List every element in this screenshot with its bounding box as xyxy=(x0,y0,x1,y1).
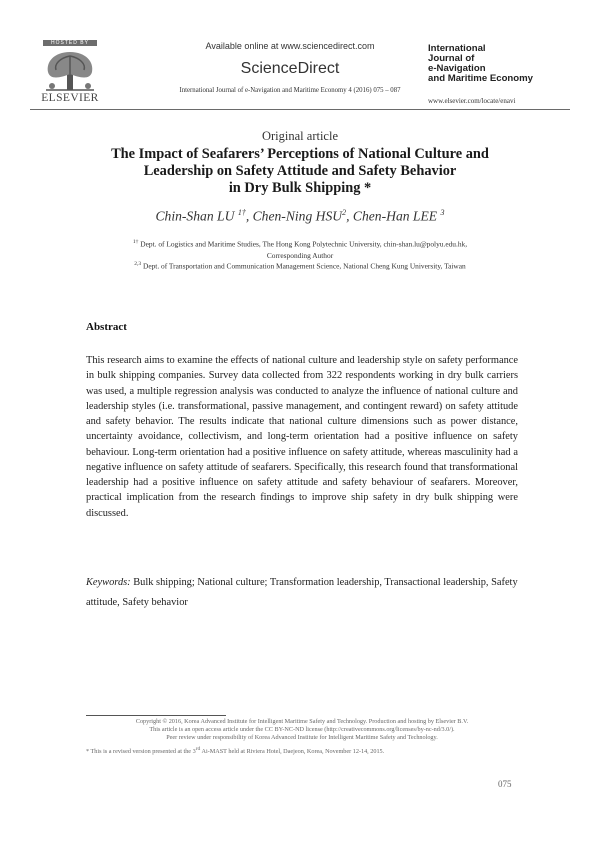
article-type: Original article xyxy=(261,129,338,143)
author-affiliation-mark: 3 xyxy=(440,208,445,217)
affiliation-2 xyxy=(60,261,540,270)
footnote-ordinal: rd xyxy=(195,746,201,752)
affiliation-1 xyxy=(60,236,540,262)
author-name: Chen-Han LEE xyxy=(352,208,438,224)
copyright-notice xyxy=(86,718,518,742)
sciencedirect-wordmark[interactable]: ScienceDirect xyxy=(240,60,340,77)
title-line: Leadership on Safety Attitude and Safety Behavior xyxy=(143,163,457,179)
author-name: Chen-Ning HSU xyxy=(252,208,343,224)
available-online-text[interactable]: Available online at www.sciencedirect.com xyxy=(205,41,375,51)
keywords-label: Keywords: xyxy=(86,577,131,588)
hosted-by-label: HOSTED BY xyxy=(43,40,97,46)
footnote-text: * This is a revised version presented at the 3 xyxy=(86,748,196,756)
author-list: Chin-Shan LU $^{1\dagger}$, Chen-Ning HSU$^2$, Chen-Han LEE $^3$ xyxy=(155,208,445,224)
revised-version-footnote xyxy=(86,746,518,755)
abstract-heading: Abstract xyxy=(86,321,127,333)
keywords xyxy=(86,573,518,612)
abstract-body: This research aims to examine the effects of national culture and leadership style on safety performance in bulk shipping companies. Survey data collected from 322 respondents working in dry bulk carriers was used, a multiple regression analysis was conducted to analyze the influence of national culture and leadership styles (i.e. transformational, passive management, and contingent reward) on safety attitude and safety behavior. The results indicate that national culture dimensions such as power distance, uncertainty avoidance, collectivism, and long-term orientation had a positive influence on safety behaviour. Long-term orientation had a positive influence on safety attitude, whereas masculinity had a negative influence on safety attitude of seafarers. Specifically, this research found that transformational leadership had a positive influence on safety attitude and safety behaviour of seafarers. Moreover, practical implication from the research findings to improve ship safety in dry bulk shipping were discussed. xyxy=(86,355,518,519)
elsevier-wordmark: ELSEVIER xyxy=(41,92,99,104)
peer-review-line: Peer review under responsibility of Korea Advanced Institute for Intelligent Maritime Safety and Technology. xyxy=(166,734,438,741)
elsevier-logo xyxy=(30,40,110,106)
author-affiliation-mark: 2 xyxy=(342,208,347,217)
title-line: in Dry Bulk Shipping * xyxy=(228,180,372,196)
keywords-text: Bulk shipping; National culture; Transformation leadership, Transactional leadership, Safety attitude, Safety behavior xyxy=(86,577,518,608)
author-affiliation-mark: 1† xyxy=(237,208,246,217)
article-title xyxy=(90,146,510,197)
tree-logo-icon xyxy=(40,48,100,92)
affiliation-text: Dept. of Logistics and Maritime Studies, The Hong Kong Polytechnic University, chin-shan.lu@polyu.edu.hk, xyxy=(140,239,468,249)
author-name: Chin-Shan LU xyxy=(155,208,235,224)
journal-name-line: and Maritime Economy xyxy=(428,73,534,84)
journal-citation: International Journal of e-Navigation and Maritime Economy 4 (2016) 075 – 087 xyxy=(179,87,401,94)
journal-name-line: e-Navigation xyxy=(428,63,486,74)
journal-name-line: International xyxy=(428,43,486,54)
affiliation-text: Dept. of Transportation and Communication Management Science, National Cheng Kung University, Taiwan xyxy=(142,261,466,271)
journal-name xyxy=(428,44,578,84)
page-number: 075 xyxy=(498,779,512,789)
title-line: The Impact of Seafarers’ Perceptions of National Culture and xyxy=(111,146,489,162)
footnote-divider xyxy=(86,715,226,716)
copyright-line: Copyright © 2016, Korea Advanced Institute for Intelligent Maritime Safety and Technology. Production and hosting by Elsevier B.V. xyxy=(135,718,469,725)
header-divider xyxy=(30,109,570,110)
footnote-text-end: Ai-MAST held at Riviera Hotel, Daejeon, Korea, November 12-14, 2015. xyxy=(200,748,385,756)
license-line[interactable]: This article is an open access article under the CC BY-NC-ND license (http://creativecommons.org/licenses/by-nc-nd/3.0/). xyxy=(149,726,455,733)
corresponding-author-note: Corresponding Author xyxy=(266,251,334,261)
affiliation-mark: 2,3 xyxy=(134,261,142,267)
journal-url-link[interactable]: www.elsevier.com/locate/enavi xyxy=(428,97,516,105)
journal-name-line: Journal of xyxy=(428,53,475,64)
affiliation-mark: 1† xyxy=(132,239,139,245)
